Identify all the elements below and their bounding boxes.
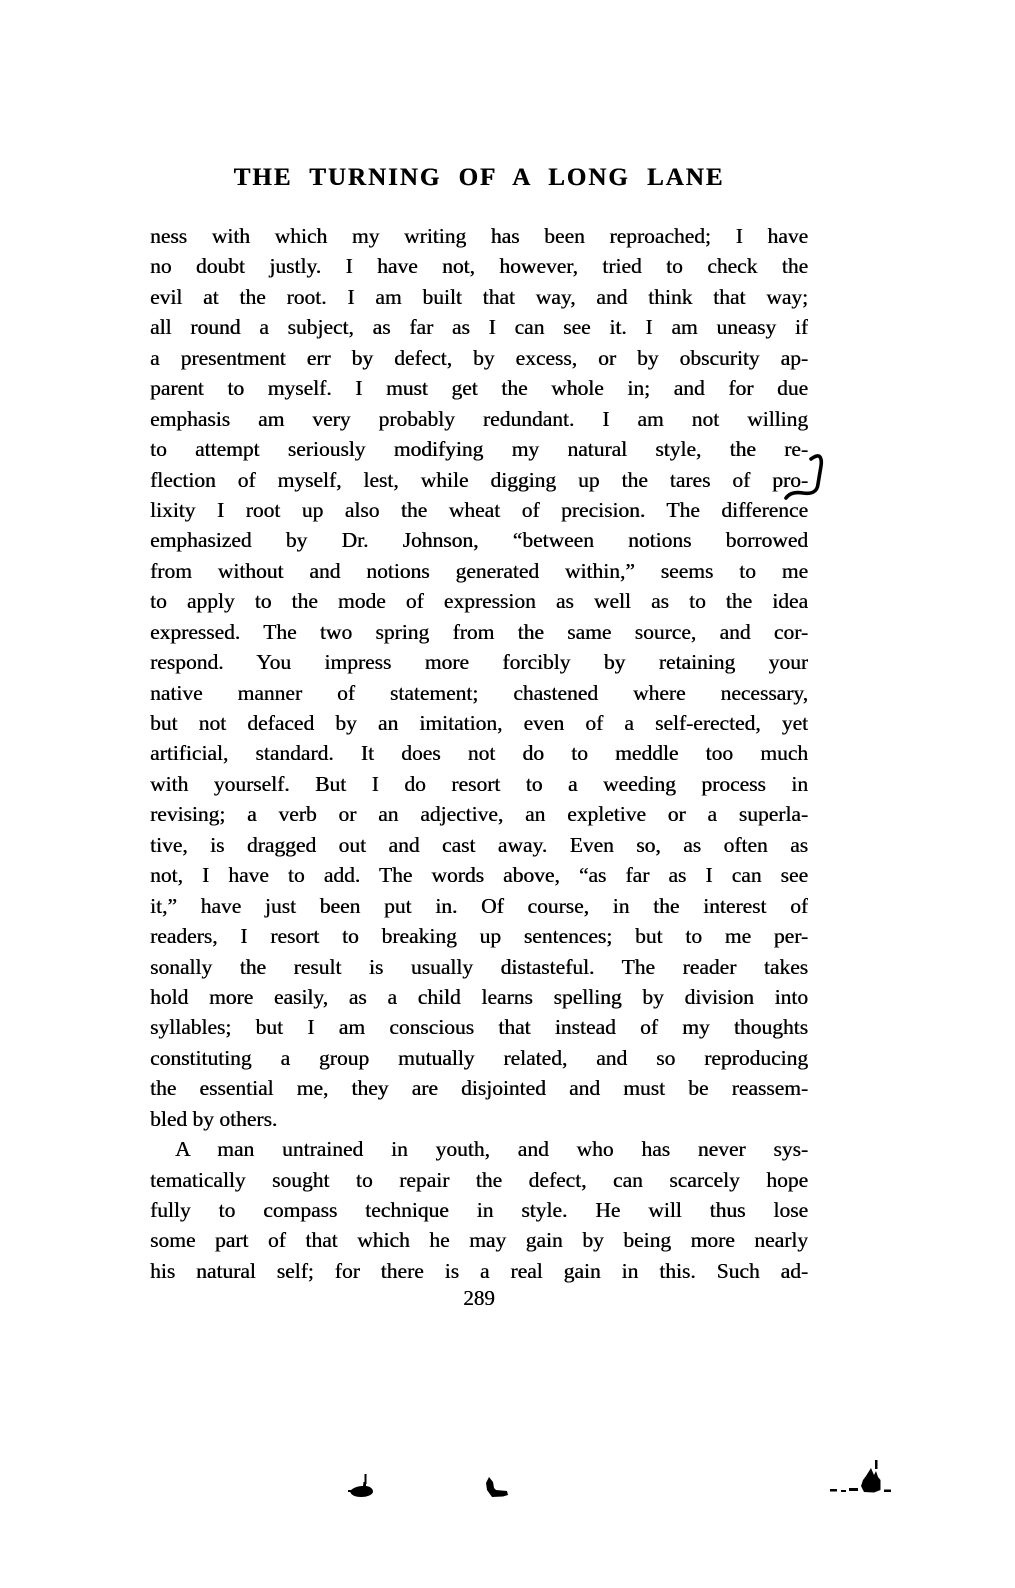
text-line: bled by others. — [150, 1106, 278, 1131]
text-line: syllables; but I am conscious that instead of my thoughts — [150, 1015, 808, 1040]
text-line: all round a subject, as far as I can see it. I am uneasy if — [150, 315, 808, 340]
text-line: artificial, standard. It does not do to meddle too much — [150, 741, 808, 766]
text-line: respond. You impress more forcibly by retaining your — [150, 650, 808, 675]
text-line: some part of that which he may gain by being more nearly — [150, 1228, 808, 1253]
text-line: it,” have just been put in. Of course, in the interest of — [150, 893, 808, 918]
text-line: tematically sought to repair the defect, can scarcely hope — [150, 1167, 808, 1192]
text-line: ness with which my writing has been reproached; I have — [150, 224, 808, 248]
paragraph — [150, 1134, 808, 1286]
text-line: fully to compass technique in style. He will thus lose — [150, 1198, 808, 1222]
text-line: A man untrained in youth, and who has never sys- — [175, 1137, 808, 1162]
handwritten-bracket-mark — [782, 448, 832, 508]
text-line: to attempt seriously modifying my natural style, the re- — [150, 437, 808, 462]
text-line: to apply to the mode of expression as well as to the idea — [150, 589, 808, 614]
text-line: constituting a group mutually related, and so reproducing — [150, 1045, 808, 1070]
text-line: but not defaced by an imitation, even of a self-erected, yet — [150, 711, 808, 735]
text-line: native manner of statement; chastened where necessary, — [150, 680, 808, 705]
text-line: his natural self; for there is a real gain in this. Such ad- — [150, 1258, 808, 1283]
text-line: not, I have to add. The words above, “as far as I can see — [150, 863, 808, 888]
text-line: readers, I resort to breaking up sentences; but to me per- — [150, 924, 808, 949]
text-line: no doubt justly. I have not, however, tried to check the — [150, 254, 808, 279]
ink-smudge-middle-icon — [480, 1476, 514, 1502]
text-line: with yourself. But I do resort to a weeding process in — [150, 771, 808, 796]
text-line: sonally the result is usually distasteful. The reader takes — [150, 954, 808, 979]
text-line: the essential me, they are disjointed and must be reassem- — [150, 1076, 808, 1101]
ink-smudge-left-icon — [348, 1474, 376, 1500]
text-line: lixity I root up also the wheat of precision. The difference — [150, 497, 808, 522]
ink-smudge-right-icon — [830, 1460, 894, 1500]
text-line: parent to myself. I must get the whole in; and for due — [150, 376, 808, 401]
text-line: emphasized by Dr. Johnson, “between notions borrowed — [150, 528, 808, 553]
text-line: evil at the root. I am built that way, and think that way; — [150, 284, 808, 309]
page-body — [150, 221, 808, 1286]
text-line: expressed. The two spring from the same source, and cor- — [150, 619, 808, 644]
page-number: 289 — [463, 1286, 495, 1310]
text-line: revising; a verb or an adjective, an expletive or a superla- — [150, 802, 808, 827]
text-line: emphasis am very probably redundant. I am not willing — [150, 406, 808, 431]
text-line: flection of myself, lest, while digging up the tares of pro- — [150, 467, 808, 492]
text-line: tive, is dragged out and cast away. Even so, as often as — [150, 832, 808, 857]
page-title: THE TURNING OF A LONG LANE — [233, 164, 725, 191]
text-line: hold more easily, as a child learns spelling by division into — [150, 984, 808, 1009]
text-line: from without and notions generated within,” seems to me — [150, 558, 808, 583]
paragraph — [150, 221, 808, 1134]
text-line: a presentment err by defect, by excess, or by obscurity ap- — [150, 345, 808, 370]
